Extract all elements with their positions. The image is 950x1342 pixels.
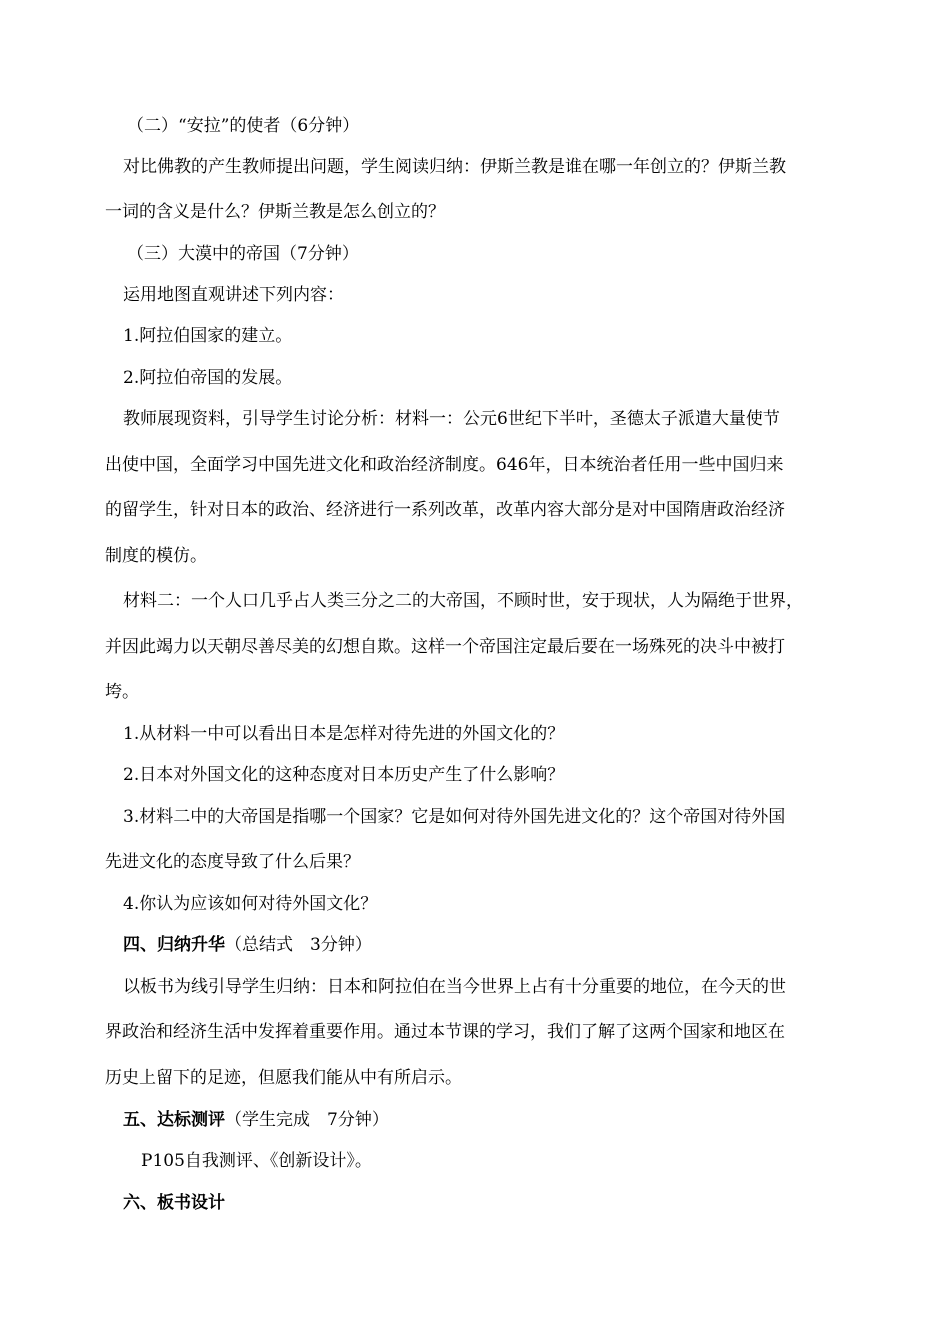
paragraph-line: 历史上留下的足迹，但愿我们能从中有所启示。 xyxy=(105,1068,462,1088)
paragraph-line: 并因此竭力以天朝尽善尽美的幻想自欺。这样一个帝国注定最后要在一场殊死的决斗中被打 xyxy=(105,637,785,657)
paragraph-line: 以板书为线引导学生归纳：日本和阿拉伯在当今世界上占有十分重要的地位，在今天的世 xyxy=(123,977,786,997)
section-note: （学生完成 7分钟） xyxy=(225,1110,389,1130)
list-item: 3.材料二中的大帝国是指哪一个国家？它是如何对待外国先进文化的？这个帝国对待外国 xyxy=(123,807,786,827)
section-heading-5 xyxy=(123,1109,389,1131)
paragraph-line: 对比佛教的产生教师提出问题，学生阅读归纳：伊斯兰教是谁在哪一年创立的？伊斯兰教 xyxy=(123,157,786,177)
list-item: 2.日本对外国文化的这种态度对日本历史产生了什么影响？ xyxy=(123,765,565,785)
paragraph-line: 运用地图直观讲述下列内容： xyxy=(123,285,344,305)
section-title: 五、达标测评 xyxy=(123,1110,225,1130)
list-item: 4.你认为应该如何对待外国文化？ xyxy=(123,894,378,914)
paragraph-line: 的留学生，针对日本的政治、经济进行一系列改革，改革内容大部分是对中国隋唐政治经济 xyxy=(105,500,785,520)
section-note: （总结式 3分钟） xyxy=(225,935,372,955)
paragraph-line: 材料二：一个人口几乎占人类三分之二的大帝国，不顾时世，安于现状，人为隔绝于世界， xyxy=(123,591,803,611)
paragraph-line: 界政治和经济生活中发挥着重要作用。通过本节课的学习，我们了解了这两个国家和地区在 xyxy=(105,1022,785,1042)
paragraph-line: 制度的模仿。 xyxy=(105,546,207,566)
paragraph-line: 一词的含义是什么？伊斯兰教是怎么创立的？ xyxy=(105,202,445,222)
section-heading-4 xyxy=(123,934,372,956)
list-item: 2.阿拉伯帝国的发展。 xyxy=(123,368,293,388)
paragraph-line: P105自我测评、《创新设计》。 xyxy=(141,1151,372,1171)
subsection-heading-3: （三）大漠中的帝国（7分钟） xyxy=(127,244,359,264)
list-item: 1.从材料一中可以看出日本是怎样对待先进的外国文化的？ xyxy=(123,724,565,744)
paragraph-line: 垮。 xyxy=(105,682,139,702)
subsection-heading-2: （二）“安拉”的使者（6分钟） xyxy=(127,116,360,136)
section-title: 四、归纳升华 xyxy=(123,935,225,955)
list-item: 1.阿拉伯国家的建立。 xyxy=(123,326,293,346)
paragraph-line: 教师展现资料，引导学生讨论分析：材料一：公元6世纪下半叶，圣德太子派遣大量使节 xyxy=(123,409,780,429)
paragraph-line: 出使中国，全面学习中国先进文化和政治经济制度。646年，日本统治者任用一些中国归来 xyxy=(105,455,784,475)
section-heading-6: 六、板书设计 xyxy=(123,1193,225,1213)
paragraph-line: 先进文化的态度导致了什么后果？ xyxy=(105,852,360,872)
